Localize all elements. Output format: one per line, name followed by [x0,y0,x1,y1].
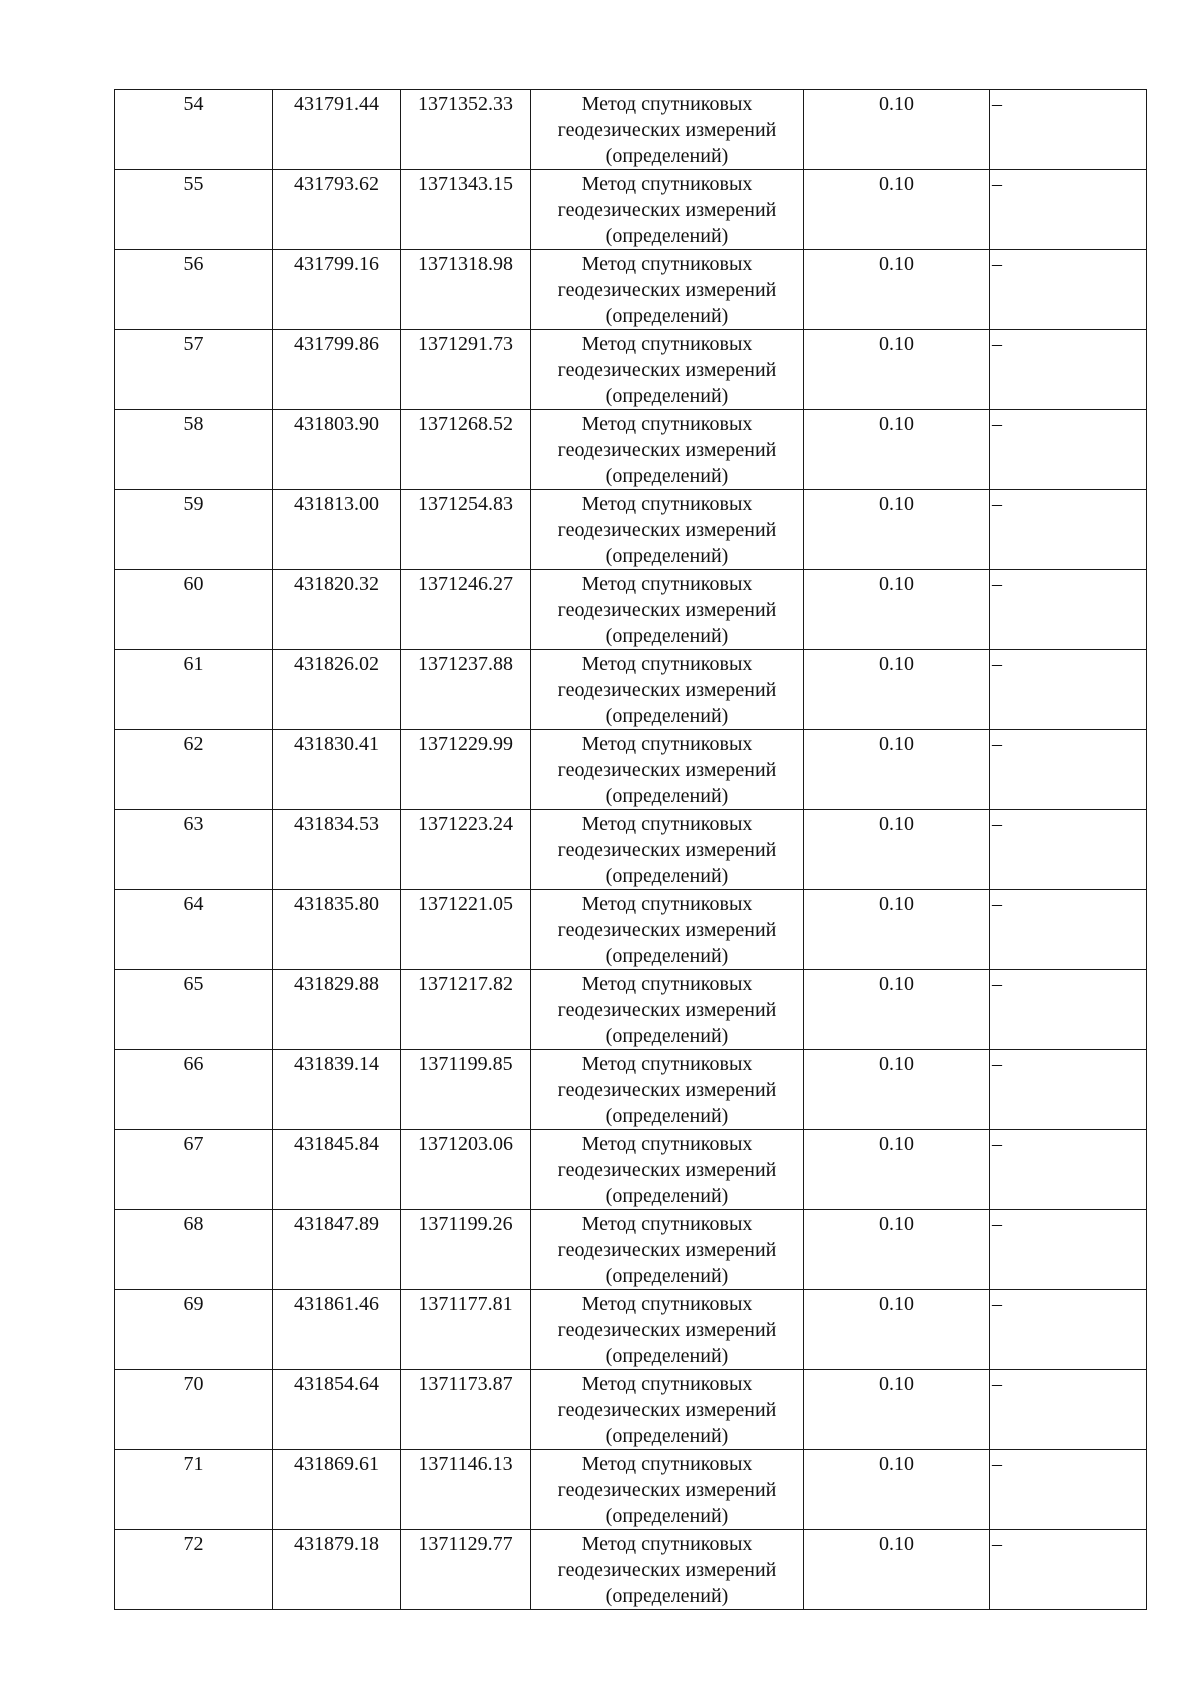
point-number-cell: 55 [115,170,273,250]
point-number-cell: 72 [115,1530,273,1610]
table-row [115,1130,1147,1210]
method-cell: Метод спутниковых геодезических измерений (определений) [531,730,804,810]
table-row [115,1370,1147,1450]
table-row [115,170,1147,250]
description-cell: – [990,730,1147,810]
method-cell: Метод спутниковых геодезических измерений (определений) [531,650,804,730]
point-number-cell: 59 [115,490,273,570]
table-row [115,730,1147,810]
coordinate-y-cell: 1371237.88 [401,650,531,730]
method-cell: Метод спутниковых геодезических измерений (определений) [531,1290,804,1370]
accuracy-cell: 0.10 [804,330,990,410]
method-cell: Метод спутниковых геодезических измерений (определений) [531,570,804,650]
table-row [115,410,1147,490]
accuracy-cell: 0.10 [804,1130,990,1210]
accuracy-cell: 0.10 [804,890,990,970]
method-cell: Метод спутниковых геодезических измерений (определений) [531,1210,804,1290]
accuracy-cell: 0.10 [804,970,990,1050]
point-number-cell: 61 [115,650,273,730]
method-cell: Метод спутниковых геодезических измерений (определений) [531,890,804,970]
point-number-cell: 69 [115,1290,273,1370]
description-cell: – [990,1210,1147,1290]
description-cell: – [990,1450,1147,1530]
coordinate-y-cell: 1371199.26 [401,1210,531,1290]
description-cell: – [990,1130,1147,1210]
coordinate-x-cell: 431879.18 [273,1530,401,1610]
description-cell: – [990,1290,1147,1370]
method-cell: Метод спутниковых геодезических измерений (определений) [531,970,804,1050]
point-number-cell: 54 [115,90,273,170]
table-row [115,330,1147,410]
coordinate-y-cell: 1371129.77 [401,1530,531,1610]
coordinate-x-cell: 431869.61 [273,1450,401,1530]
accuracy-cell: 0.10 [804,90,990,170]
point-number-cell: 62 [115,730,273,810]
coordinate-x-cell: 431803.90 [273,410,401,490]
coordinate-x-cell: 431820.32 [273,570,401,650]
coordinate-y-cell: 1371146.13 [401,1450,531,1530]
accuracy-cell: 0.10 [804,170,990,250]
accuracy-cell: 0.10 [804,1450,990,1530]
description-cell: – [990,570,1147,650]
coordinate-y-cell: 1371221.05 [401,890,531,970]
coordinate-x-cell: 431854.64 [273,1370,401,1450]
table-row [115,1530,1147,1610]
coordinate-x-cell: 431835.80 [273,890,401,970]
coordinate-y-cell: 1371254.83 [401,490,531,570]
table-row [115,650,1147,730]
description-cell: – [990,90,1147,170]
point-number-cell: 67 [115,1130,273,1210]
description-cell: – [990,650,1147,730]
coordinate-x-cell: 431834.53 [273,810,401,890]
coordinate-y-cell: 1371199.85 [401,1050,531,1130]
description-cell: – [990,1370,1147,1450]
point-number-cell: 58 [115,410,273,490]
table-row [115,490,1147,570]
table-row [115,1050,1147,1130]
accuracy-cell: 0.10 [804,490,990,570]
coordinate-x-cell: 431826.02 [273,650,401,730]
coordinate-y-cell: 1371246.27 [401,570,531,650]
method-cell: Метод спутниковых геодезических измерений (определений) [531,330,804,410]
description-cell: – [990,250,1147,330]
table-row [115,1450,1147,1530]
method-cell: Метод спутниковых геодезических измерений (определений) [531,250,804,330]
method-cell: Метод спутниковых геодезических измерений (определений) [531,1530,804,1610]
accuracy-cell: 0.10 [804,810,990,890]
table-row [115,1210,1147,1290]
coordinate-y-cell: 1371343.15 [401,170,531,250]
coordinate-x-cell: 431839.14 [273,1050,401,1130]
coordinate-x-cell: 431813.00 [273,490,401,570]
point-number-cell: 70 [115,1370,273,1450]
accuracy-cell: 0.10 [804,1210,990,1290]
coordinate-x-cell: 431829.88 [273,970,401,1050]
method-cell: Метод спутниковых геодезических измерений (определений) [531,170,804,250]
coordinate-x-cell: 431799.86 [273,330,401,410]
point-number-cell: 71 [115,1450,273,1530]
accuracy-cell: 0.10 [804,1530,990,1610]
coordinate-y-cell: 1371203.06 [401,1130,531,1210]
point-number-cell: 66 [115,1050,273,1130]
coordinate-y-cell: 1371291.73 [401,330,531,410]
accuracy-cell: 0.10 [804,410,990,490]
table-row [115,1290,1147,1370]
coordinate-x-cell: 431861.46 [273,1290,401,1370]
accuracy-cell: 0.10 [804,570,990,650]
method-cell: Метод спутниковых геодезических измерений (определений) [531,490,804,570]
method-cell: Метод спутниковых геодезических измерений (определений) [531,1450,804,1530]
method-cell: Метод спутниковых геодезических измерений (определений) [531,1050,804,1130]
accuracy-cell: 0.10 [804,730,990,810]
accuracy-cell: 0.10 [804,1290,990,1370]
point-number-cell: 56 [115,250,273,330]
description-cell: – [990,330,1147,410]
point-number-cell: 68 [115,1210,273,1290]
point-number-cell: 65 [115,970,273,1050]
description-cell: – [990,970,1147,1050]
method-cell: Метод спутниковых геодезических измерений (определений) [531,410,804,490]
description-cell: – [990,810,1147,890]
method-cell: Метод спутниковых геодезических измерений (определений) [531,90,804,170]
accuracy-cell: 0.10 [804,1370,990,1450]
coordinate-x-cell: 431830.41 [273,730,401,810]
description-cell: – [990,490,1147,570]
description-cell: – [990,1050,1147,1130]
accuracy-cell: 0.10 [804,250,990,330]
coordinates-table [114,89,1147,1610]
method-cell: Метод спутниковых геодезических измерений (определений) [531,810,804,890]
method-cell: Метод спутниковых геодезических измерений (определений) [531,1130,804,1210]
coordinate-y-cell: 1371223.24 [401,810,531,890]
table-row [115,250,1147,330]
description-cell: – [990,890,1147,970]
point-number-cell: 57 [115,330,273,410]
description-cell: – [990,410,1147,490]
table-row [115,90,1147,170]
coordinate-x-cell: 431791.44 [273,90,401,170]
coordinate-x-cell: 431847.89 [273,1210,401,1290]
method-cell: Метод спутниковых геодезических измерений (определений) [531,1370,804,1450]
coordinate-y-cell: 1371173.87 [401,1370,531,1450]
coordinate-y-cell: 1371229.99 [401,730,531,810]
coordinate-x-cell: 431793.62 [273,170,401,250]
accuracy-cell: 0.10 [804,1050,990,1130]
point-number-cell: 60 [115,570,273,650]
coordinate-x-cell: 431799.16 [273,250,401,330]
description-cell: – [990,170,1147,250]
coordinate-y-cell: 1371217.82 [401,970,531,1050]
table-row [115,890,1147,970]
coordinate-y-cell: 1371318.98 [401,250,531,330]
coordinate-x-cell: 431845.84 [273,1130,401,1210]
coordinate-y-cell: 1371352.33 [401,90,531,170]
coordinates-table-body [115,90,1147,1610]
point-number-cell: 64 [115,890,273,970]
coordinate-y-cell: 1371268.52 [401,410,531,490]
point-number-cell: 63 [115,810,273,890]
coordinate-y-cell: 1371177.81 [401,1290,531,1370]
accuracy-cell: 0.10 [804,650,990,730]
table-row [115,570,1147,650]
table-row [115,970,1147,1050]
table-row [115,810,1147,890]
description-cell: – [990,1530,1147,1610]
